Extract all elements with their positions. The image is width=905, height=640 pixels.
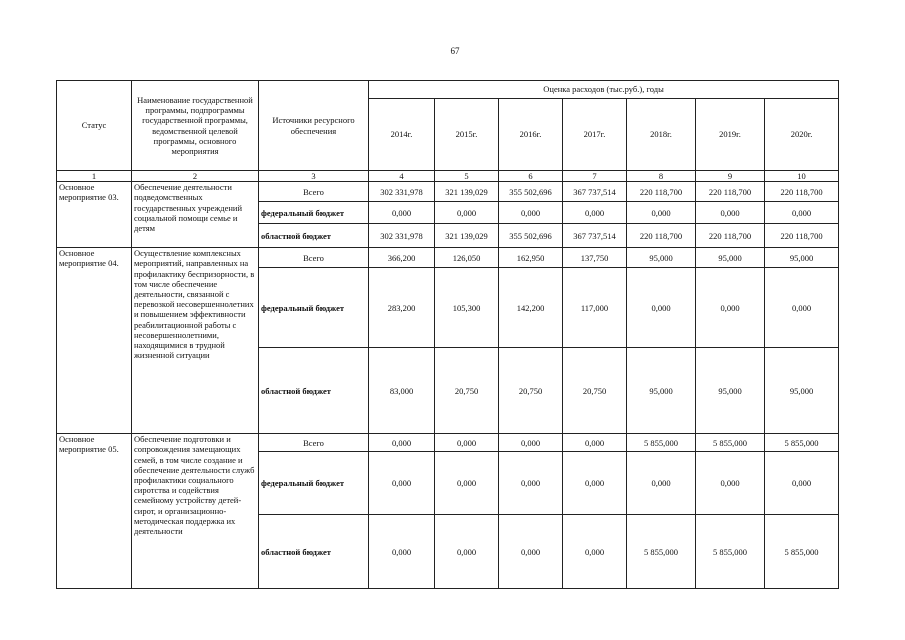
expense-value: 105,300 [435, 268, 499, 348]
header-status: Статус [57, 81, 132, 171]
expense-value: 0,000 [563, 452, 627, 515]
expense-value: 0,000 [369, 452, 435, 515]
expense-value: 5 855,000 [627, 515, 696, 589]
expense-value: 5 855,000 [765, 434, 839, 452]
expense-value: 0,000 [435, 452, 499, 515]
expense-value: 5 855,000 [627, 434, 696, 452]
expense-value: 366,200 [369, 248, 435, 268]
funding-source: Всего [259, 434, 369, 452]
expense-value: 5 855,000 [696, 515, 765, 589]
expense-value: 220 118,700 [627, 224, 696, 248]
measure-status: Основное мероприятие 03. [57, 182, 132, 248]
expense-value: 0,000 [765, 202, 839, 224]
expense-value: 0,000 [369, 515, 435, 589]
expense-value: 321 139,029 [435, 224, 499, 248]
column-number: 2 [132, 171, 259, 182]
measure-status: Основное мероприятие 05. [57, 434, 132, 589]
column-number: 1 [57, 171, 132, 182]
expense-value: 83,000 [369, 348, 435, 434]
expense-value: 0,000 [369, 202, 435, 224]
expense-value: 0,000 [435, 515, 499, 589]
header-estimate: Оценка расходов (тыс.руб.), годы [369, 81, 839, 99]
column-number: 6 [499, 171, 563, 182]
expense-value: 0,000 [627, 452, 696, 515]
expense-value: 20,750 [563, 348, 627, 434]
table-row [57, 182, 839, 202]
expense-value: 355 502,696 [499, 224, 563, 248]
funding-source: Всего [259, 248, 369, 268]
expense-value: 0,000 [499, 515, 563, 589]
expense-value: 162,950 [499, 248, 563, 268]
expense-value: 0,000 [499, 452, 563, 515]
expense-value: 0,000 [627, 202, 696, 224]
funding-source: федеральный бюджет [259, 452, 369, 515]
expense-value: 0,000 [627, 268, 696, 348]
expense-value: 117,000 [563, 268, 627, 348]
expense-value: 220 118,700 [765, 224, 839, 248]
expense-value: 95,000 [765, 248, 839, 268]
column-number: 9 [696, 171, 765, 182]
header-sources: Источники ресурсного обеспечения [259, 81, 369, 171]
table-body [57, 182, 839, 589]
expense-value: 302 331,978 [369, 224, 435, 248]
budget-table [56, 80, 839, 589]
funding-source: областной бюджет [259, 224, 369, 248]
expense-value: 5 855,000 [765, 515, 839, 589]
expense-value: 5 855,000 [696, 434, 765, 452]
expense-value: 0,000 [435, 434, 499, 452]
expense-value: 0,000 [696, 452, 765, 515]
header-year: 2016г. [499, 99, 563, 171]
header-year: 2015г. [435, 99, 499, 171]
expense-value: 0,000 [765, 452, 839, 515]
column-numbers-row [57, 171, 839, 182]
expense-value: 0,000 [563, 434, 627, 452]
expense-value: 126,050 [435, 248, 499, 268]
header-year: 2019г. [696, 99, 765, 171]
table-row [57, 248, 839, 268]
expense-value: 0,000 [499, 202, 563, 224]
column-number: 4 [369, 171, 435, 182]
funding-source: областной бюджет [259, 515, 369, 589]
expense-value: 0,000 [499, 434, 563, 452]
expense-value: 283,200 [369, 268, 435, 348]
expense-value: 0,000 [563, 515, 627, 589]
expense-value: 220 118,700 [696, 182, 765, 202]
expense-value: 95,000 [765, 348, 839, 434]
column-number: 3 [259, 171, 369, 182]
header-year: 2017г. [563, 99, 627, 171]
expense-value: 0,000 [563, 202, 627, 224]
funding-source: федеральный бюджет [259, 268, 369, 348]
column-number: 5 [435, 171, 499, 182]
page-number: 67 [450, 46, 460, 56]
expense-value: 95,000 [696, 248, 765, 268]
expense-value: 0,000 [369, 434, 435, 452]
expense-value: 302 331,978 [369, 182, 435, 202]
expense-value: 142,200 [499, 268, 563, 348]
expense-value: 367 737,514 [563, 182, 627, 202]
expense-value: 20,750 [499, 348, 563, 434]
column-number: 8 [627, 171, 696, 182]
expense-value: 220 118,700 [627, 182, 696, 202]
measure-status: Основное мероприятие 04. [57, 248, 132, 434]
table-row [57, 434, 839, 452]
measure-name: Обеспечение деятельности подведомственных государственных учреждений социальной помощи семье и детям [132, 182, 259, 248]
expense-value: 0,000 [765, 268, 839, 348]
header-year: 2020г. [765, 99, 839, 171]
expense-value: 321 139,029 [435, 182, 499, 202]
header-year: 2014г. [369, 99, 435, 171]
funding-source: областной бюджет [259, 348, 369, 434]
expense-value: 367 737,514 [563, 224, 627, 248]
expense-value: 95,000 [696, 348, 765, 434]
expense-value: 0,000 [696, 268, 765, 348]
expense-value: 95,000 [627, 248, 696, 268]
header-year: 2018г. [627, 99, 696, 171]
measure-name: Осуществление комплексных мероприятий, направленных на профилактику беспризорности, в том числе обеспечение деятельности, связанной с перевозкой несовершеннолетних и повышением эффективности реабилитационной работы с несовершеннолетними, находящимися в трудной жизненной ситуации [132, 248, 259, 434]
funding-source: федеральный бюджет [259, 202, 369, 224]
funding-source: Всего [259, 182, 369, 202]
expense-value: 137,750 [563, 248, 627, 268]
column-number: 10 [765, 171, 839, 182]
expense-value: 95,000 [627, 348, 696, 434]
measure-name: Обеспечение подготовки и сопровождения замещающих семей, в том числе создание и обеспечение деятельности служб профилактики социального сиротства и содействия семейному устройству детей-сирот, и организационно-методическая поддержка их деятельности [132, 434, 259, 589]
expense-value: 0,000 [435, 202, 499, 224]
expense-value: 20,750 [435, 348, 499, 434]
expense-value: 0,000 [696, 202, 765, 224]
column-number: 7 [563, 171, 627, 182]
expense-value: 220 118,700 [765, 182, 839, 202]
expense-value: 220 118,700 [696, 224, 765, 248]
expense-value: 355 502,696 [499, 182, 563, 202]
header-name: Наименование государственной программы, подпрограммы государственной программы, ведомственной целевой программы, основного мероприятия [132, 81, 259, 171]
